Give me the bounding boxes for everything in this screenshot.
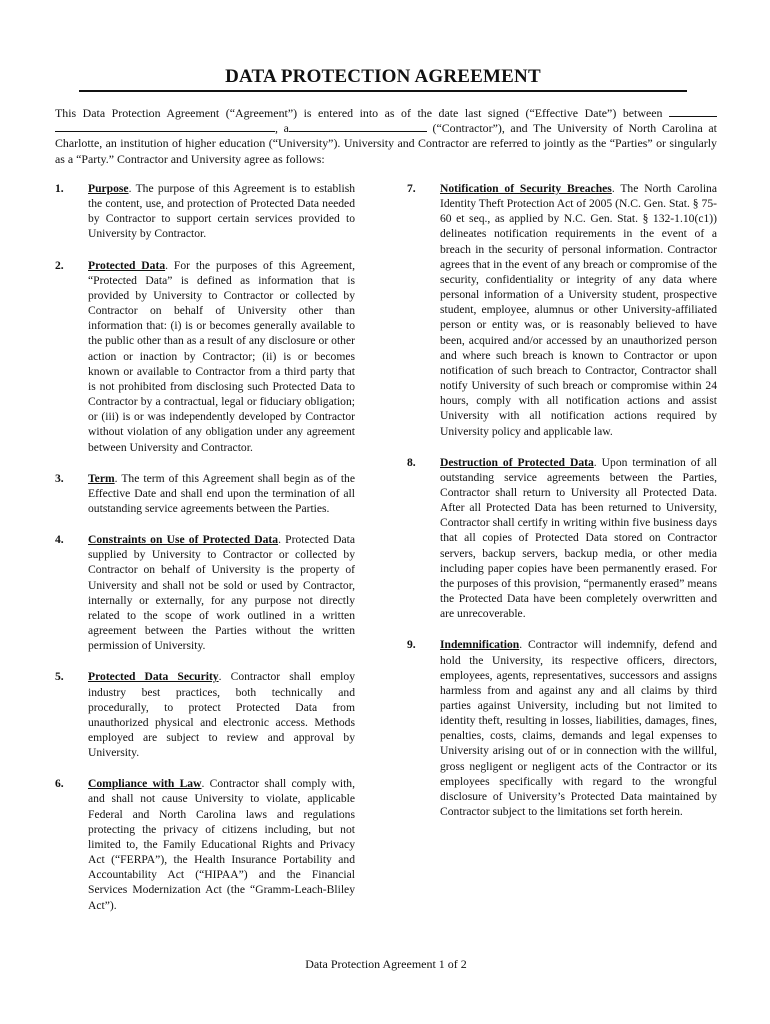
intro-text-2: , a: [275, 121, 289, 136]
section-purpose: 1. Purpose. The purpose of this Agreement is to establish the content, use, and protection of Protected Data needed by Contractor to support certain services provided to University by Contractor.: [55, 182, 355, 241]
section-body: Upon termination of all outstanding service agreements between the Parties, Contractor shall return to University all Protected Data. After all Protected Data has been returned to University, Contractor shall certify in writing within five business days that all copies of Protected Data stored on Contractor servers, backup servers, backup media, or other media including paper copies have been permanently erased. For the purposes of this provision, “permanently erased” means the Protected Data have been completely overwritten and are unrecoverable.: [440, 455, 718, 621]
section-body: Protected Data supplied by University to Contractor or collected by Contractor on behalf of University is the property of University and shall not be sold or used by Contractor, internally or externally, for any purpose not directly related to the scope of work outlined in a written agreement between the Parties without the written permission of University.: [88, 533, 355, 653]
section-heading: Protected Data: [88, 258, 166, 272]
intro-text-1: This Data Protection Agreement (“Agreement”) is entered into as of the date last signed (“Effective Date”) between: [55, 106, 663, 120]
section-body: The North Carolina Identity Theft Protection Act of 2005 (N.C. Gen. Stat. § 75-60 et seq., as applied by N.C. Gen. Stat. § 132-1.10(c1)) delineates notification requirements in the event of a breach in the security of personal information. Contractor agrees that in the event of any breach or compromise of the security, confidentiality or integrity of any data where personal information of a University student, prospective student, employee, alumnus or other University-affiliated person or entity was, or is reasonably believed to have been, acquired and/or accessed by an unauthorized person and where such breach is known to Contractor or upon notification of such breach to Contractor, Contractor shall notify University of such breach or compromise within 24 hours, comply with all notification actions and assist University with all notification actions required by University policy and applicable law.: [440, 182, 717, 438]
right-column: [407, 181, 717, 819]
section-body: Contractor shall employ industry best practices, both technically and procedurally, to protect Protected Data from unauthorized physical and electronic access. Methods employed are subject to review and approval by University.: [88, 670, 355, 760]
document-page: [55, 0, 717, 1024]
section-heading: Constraints on Use of Protected Data: [88, 533, 279, 547]
section-number: 7.: [407, 182, 416, 195]
section-number: 9.: [407, 638, 416, 652]
section-body: Contractor shall comply with, and shall not cause University to violate, applicable Federal and North Carolina laws and regulations protecting the privacy of citizens including, but not limited to, the Family Educational Rights and Privacy Act (“FERPA”), the Health Insurance Portability and Accountability Act (“HIPAA”) and the Financial Services Modernization Act (the “Gramm-Leach-Bliley Act”).: [88, 777, 355, 912]
section-number: 2.: [55, 258, 64, 272]
blank-field-entity-type[interactable]: [289, 121, 427, 132]
section-term: 3. Term. The term of this Agreement shall begin as of the Effective Date and shall end upon the termination of all outstanding service agreements between the Parties.: [55, 471, 356, 515]
section-protected-data: 2. Protected Data. For the purposes of this Agreement, “Protected Data” is defined as information that is provided by University to Contractor or collected by Contractor on behalf of University other than information that: (i) is or becomes generally available to the public other than as a result of any disclosure or other action or inaction by Contractor; (ii) is or becomes known or available to Contractor from a third party that is not prohibited from disclosing such Protected Data to Contractor by a contractual, legal or fiduciary obligation; or (iii) is or was independently developed by Contractor without violation of any obligation under any agreement between University and Contractor.: [55, 258, 355, 454]
document-title: DATA PROTECTION AGREEMENT: [225, 66, 541, 87]
section-body: The purpose of this Agreement is to establish the content, use, and protection of Protected Data needed by Contractor to support certain services provided to University by Contractor.: [88, 182, 355, 241]
section-destruction: 8. Destruction of Protected Data. Upon termination of all outstanding service agreements between the Parties, Contractor shall return to University all Protected Data. After all Protected Data has been returned to University, Contractor shall certify in writing within five business days that all copies of Protected Data stored on Contractor servers, backup servers, backup media, or other media including paper copies have been permanently erased. For the purposes of this provision, “permanently erased” means the Protected Data have been completely overwritten and are unrecoverable.: [407, 455, 718, 621]
section-heading: Indemnification: [440, 638, 520, 652]
blank-field-party[interactable]: [669, 106, 717, 117]
section-constraints: 4. Constraints on Use of Protected Data. Protected Data supplied by University to Contractor or collected by Contractor on behalf of University is the property of University and shall not be sold or used by Contractor, internally or externally, for any purpose not directly related to the scope of work outlined in a written agreement between the Parties without the written permission of University.: [55, 533, 355, 653]
intro-text-3: (“Contractor”), and The University of North Carolina at Charlotte, an institution of higher education (“University”). University and Contractor are referred to jointly as the “Parties” or singularly as a “Party.” Contractor and University agree as follows:: [55, 121, 717, 166]
section-heading: Protected Data Security: [88, 670, 219, 684]
section-body: Contractor will indemnify, defend and hold the University, its respective officers, directors, employees, agents, representatives, successors and assigns harmless from and against any and all claims by third parties against University, including but not limited to identity theft, resulting in losses, liabilities, damages, fines, penalties, costs, claims, demands and legal expenses to University arising out of or in connection with the willful, gross negligent or negligent acts of the Contractor or its employees specifically with regard to the wrongful disclosure of University’s Protected Data maintained by Contractor subject to the limitations set forth herein.: [440, 638, 717, 819]
section-number: 4.: [55, 533, 64, 547]
left-column: [55, 181, 355, 913]
section-number: 6.: [55, 777, 64, 791]
title-underline: [79, 90, 687, 92]
section-body: For the purposes of this Agreement, “Protected Data” is defined as information that is provided by University to Contractor or collected by Contractor on behalf of University other than information that: (i) is or becomes generally available to the public other than as a result of any disclosure or other action or inaction by Contractor; (ii) is or becomes known or available to Contractor from a third party that is not prohibited from disclosing such Protected Data to Contractor by a contractual, legal or fiduciary obligation; or (iii) is or was independently developed by Contractor without violation of any obligation under any agreement between University and Contractor.: [88, 258, 355, 454]
blank-field-party-continued[interactable]: [55, 121, 275, 132]
section-number: 8.: [407, 455, 416, 469]
section-heading: Destruction of Protected Data: [440, 455, 594, 469]
section-indemnification: 9. Indemnification. Contractor will indemnify, defend and hold the University, its respective officers, directors, employees, agents, representatives, successors and assigns harmless from and against any and all claims by third parties against University, including but not limited to identity theft, resulting in losses, liabilities, damages, fines, penalties, costs, claims, demands and legal expenses to University arising out of or in connection with the willful, gross negligent or negligent acts of the Contractor or its employees specifically with regard to the wrongful disclosure of University’s Protected Data maintained by Contractor subject to the limitations set forth herein.: [407, 638, 717, 819]
section-body: The term of this Agreement shall begin as of the Effective Date and shall end upon the termination of all outstanding service agreements between the Parties.: [88, 471, 356, 515]
section-number: 3.: [55, 471, 64, 485]
section-breach-notification: 7. Notification of Security Breaches. The North Carolina Identity Theft Protection Act of 2005 (N.C. Gen. Stat. § 75-60 et seq., as applied by N.C. Gen. Stat. § 132-1.10(c1)) delineates notification requirements in the event of a breach in the security of personal information. Contractor agrees that in the event of any breach or compromise of the security, confidentiality or integrity of any data where personal information of a University student, prospective student, employee, alumnus or other University-affiliated person or entity was, or is reasonably believed to have been, acquired and/or accessed by an unauthorized person and where such breach is known to Contractor or upon notification of such breach to Contractor, Contractor shall notify University of such breach or compromise within 24 hours, comply with all notification actions and assist University with all notification actions required by University policy and applicable law.: [407, 182, 717, 438]
page-footer: Data Protection Agreement 1 of 2: [305, 957, 467, 971]
section-compliance: 6. Compliance with Law. Contractor shall comply with, and shall not cause University to violate, applicable Federal and North Carolina laws and regulations protecting the privacy of citizens including, but not limited to, the Family Educational Rights and Privacy Act (“FERPA”), the Health Insurance Portability and Accountability Act (“HIPAA”) and the Financial Services Modernization Act (the “Gramm-Leach-Bliley Act”).: [55, 777, 355, 912]
section-heading: Purpose: [88, 182, 129, 195]
section-number: 5.: [55, 670, 64, 684]
section-number: 1.: [55, 182, 64, 195]
section-security: 5. Protected Data Security. Contractor shall employ industry best practices, both technically and procedurally, to protect Protected Data from unauthorized physical and electronic access. Methods employed are subject to review and approval by University.: [55, 670, 355, 760]
section-heading: Compliance with Law: [88, 777, 202, 791]
section-heading: Term: [88, 471, 115, 485]
section-heading: Notification of Security Breaches: [440, 182, 612, 195]
intro-paragraph: [55, 106, 717, 167]
